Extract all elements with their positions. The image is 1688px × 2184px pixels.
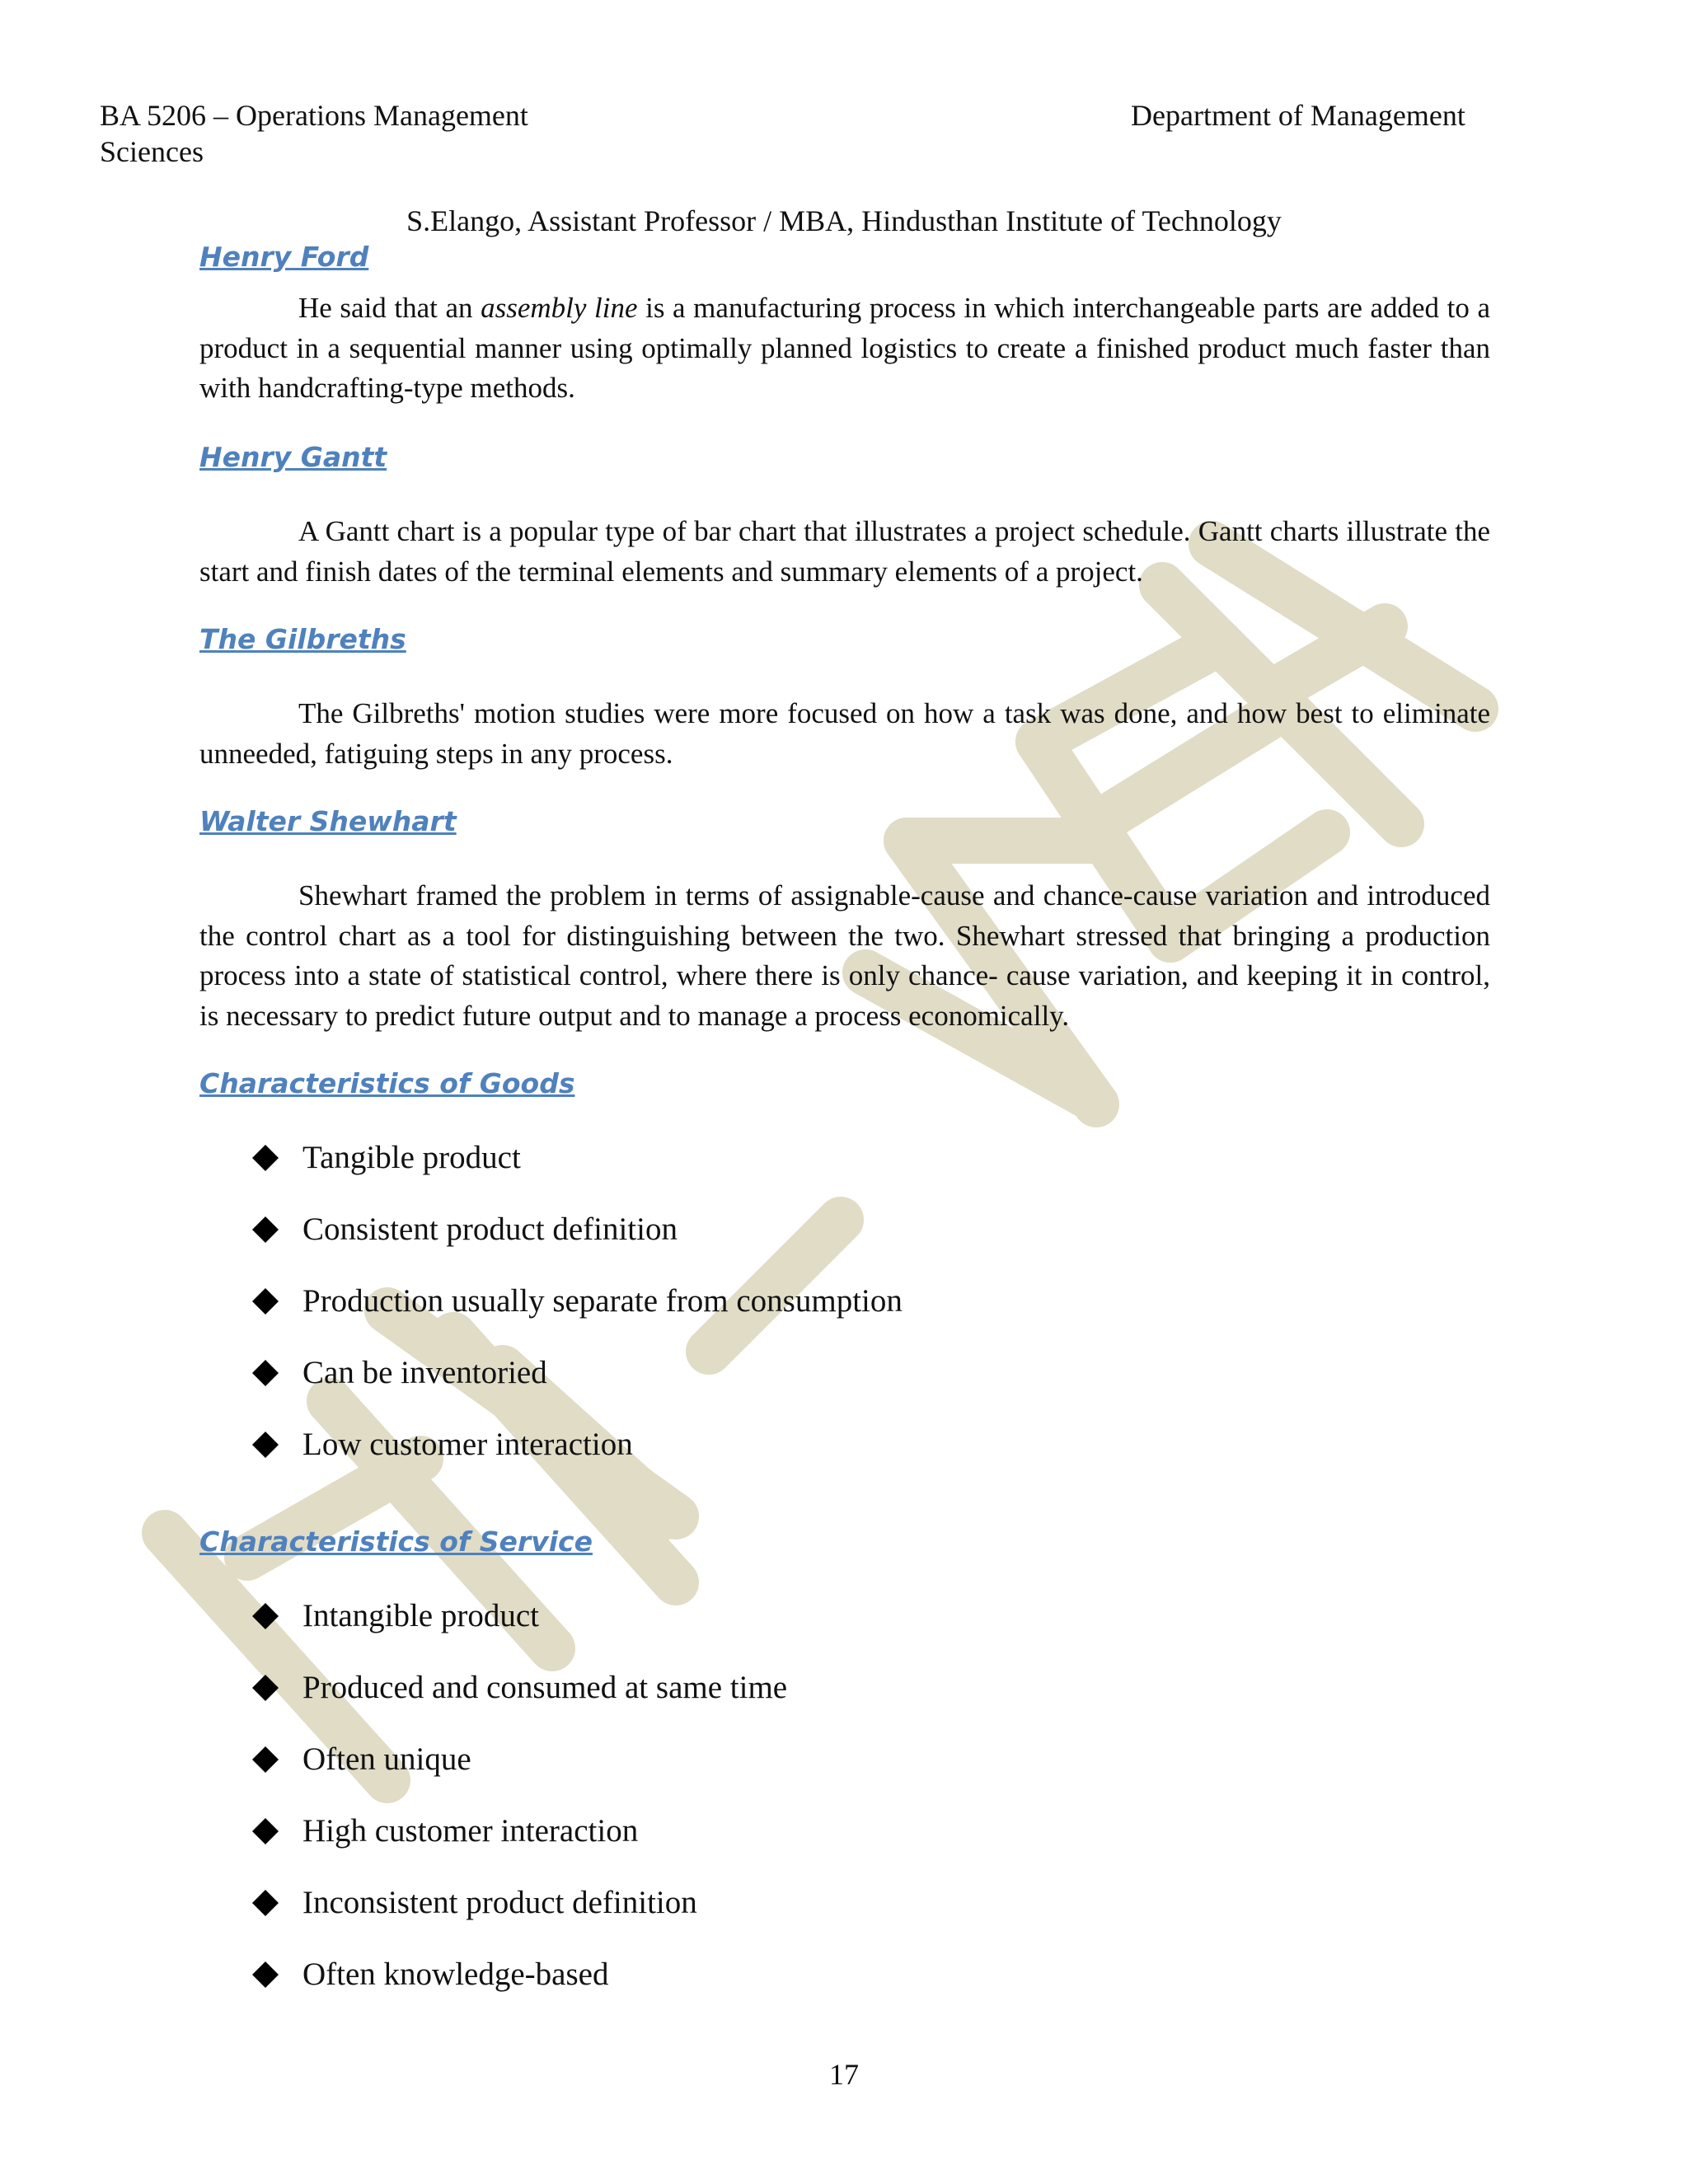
list-item-text: Consistent product definition [302,1212,678,1247]
diamond-bullet-icon [251,1137,281,1179]
list-item-text: Often knowledge-based [302,1957,609,1992]
goods-list [251,1137,903,1496]
paragraph-gilbreths [199,694,1490,774]
author-line: S.Elango, Assistant Professor / MBA, Hindusthan Institute of Technology [406,204,1282,237]
heading-gilbreths: The Gilbreths [199,623,406,655]
ford-text-before: He said that an [298,292,481,324]
list-item-text: Inconsistent product definition [302,1885,697,1920]
paragraph-walter-shewhart [199,876,1490,1036]
list-item-text: Tangible product [302,1140,521,1175]
list-item-text: Can be inventoried [302,1355,547,1390]
diamond-bullet-icon [251,1596,281,1637]
diamond-bullet-icon [251,1882,281,1924]
heading-henry-gantt: Henry Gantt [199,441,387,473]
list-item [251,1209,903,1281]
header-course-line: BA 5206 – Operations Management [100,99,528,132]
list-item [251,1424,903,1496]
list-item [251,1352,903,1424]
heading-characteristics-goods: Characteristics of Goods [199,1067,575,1099]
list-item-text: Low customer interaction [302,1427,633,1462]
heading-henry-ford: Henry Ford [199,241,369,273]
paragraph-henry-ford [199,288,1490,409]
diamond-bullet-icon [251,1424,281,1465]
list-item-text: Produced and consumed at same time [302,1670,788,1705]
list-item [251,1811,787,1882]
shewhart-text: Shewhart framed the problem in terms of assignable-cause and chance-cause variation and introduced the control chart as a tool for distinguishing between the two. Shewhart stressed that bringing a production process into a state of statistical control, where there is only chance- cause variation, and keeping it in control, is necessary to predict future output and to manage a process economically. [199,879,1490,1032]
list-item [251,1739,787,1811]
header-department: Department of Management [1131,99,1465,132]
diamond-bullet-icon [251,1739,281,1780]
diamond-bullet-icon [251,1281,281,1322]
list-item [251,1954,787,2026]
header-course-wrap: Sciences [100,135,204,168]
diamond-bullet-icon [251,1209,281,1250]
paragraph-henry-gantt [199,512,1490,592]
gilbreths-text: The Gilbreths' motion studies were more focused on how a task was done, and how best to eliminate unneeded, fatiguing steps in any process. [199,697,1490,770]
list-item [251,1667,787,1739]
diamond-bullet-icon [251,1352,281,1394]
page-number: 17 [829,2058,859,2091]
list-item [251,1281,903,1352]
diamond-bullet-icon [251,1811,281,1852]
list-item [251,1882,787,1954]
list-item [251,1596,787,1667]
service-list [251,1596,787,2026]
diamond-bullet-icon [251,1667,281,1708]
list-item-text: Often unique [302,1741,471,1777]
list-item-text: Intangible product [302,1598,539,1633]
gantt-text: A Gantt chart is a popular type of bar chart that illustrates a project schedule. Gantt charts illustrate the start and finish dates of the terminal elements and summary elements of a project. [199,515,1490,588]
ford-text-after: is a manufacturing process in which interchangeable parts are added to a product in a sequential manner using optimally planned logistics to create a finished product much faster than with handcrafting-type methods. [199,292,1490,404]
heading-walter-shewhart: Walter Shewhart [199,805,457,837]
list-item-text: Production usually separate from consumption [302,1283,903,1319]
heading-characteristics-service: Characteristics of Service [199,1526,593,1558]
header-course [100,97,528,170]
diamond-bullet-icon [251,1954,281,1995]
list-item [251,1137,903,1209]
list-item-text: High customer interaction [302,1813,639,1849]
assembly-line-term: assembly line [481,292,638,324]
